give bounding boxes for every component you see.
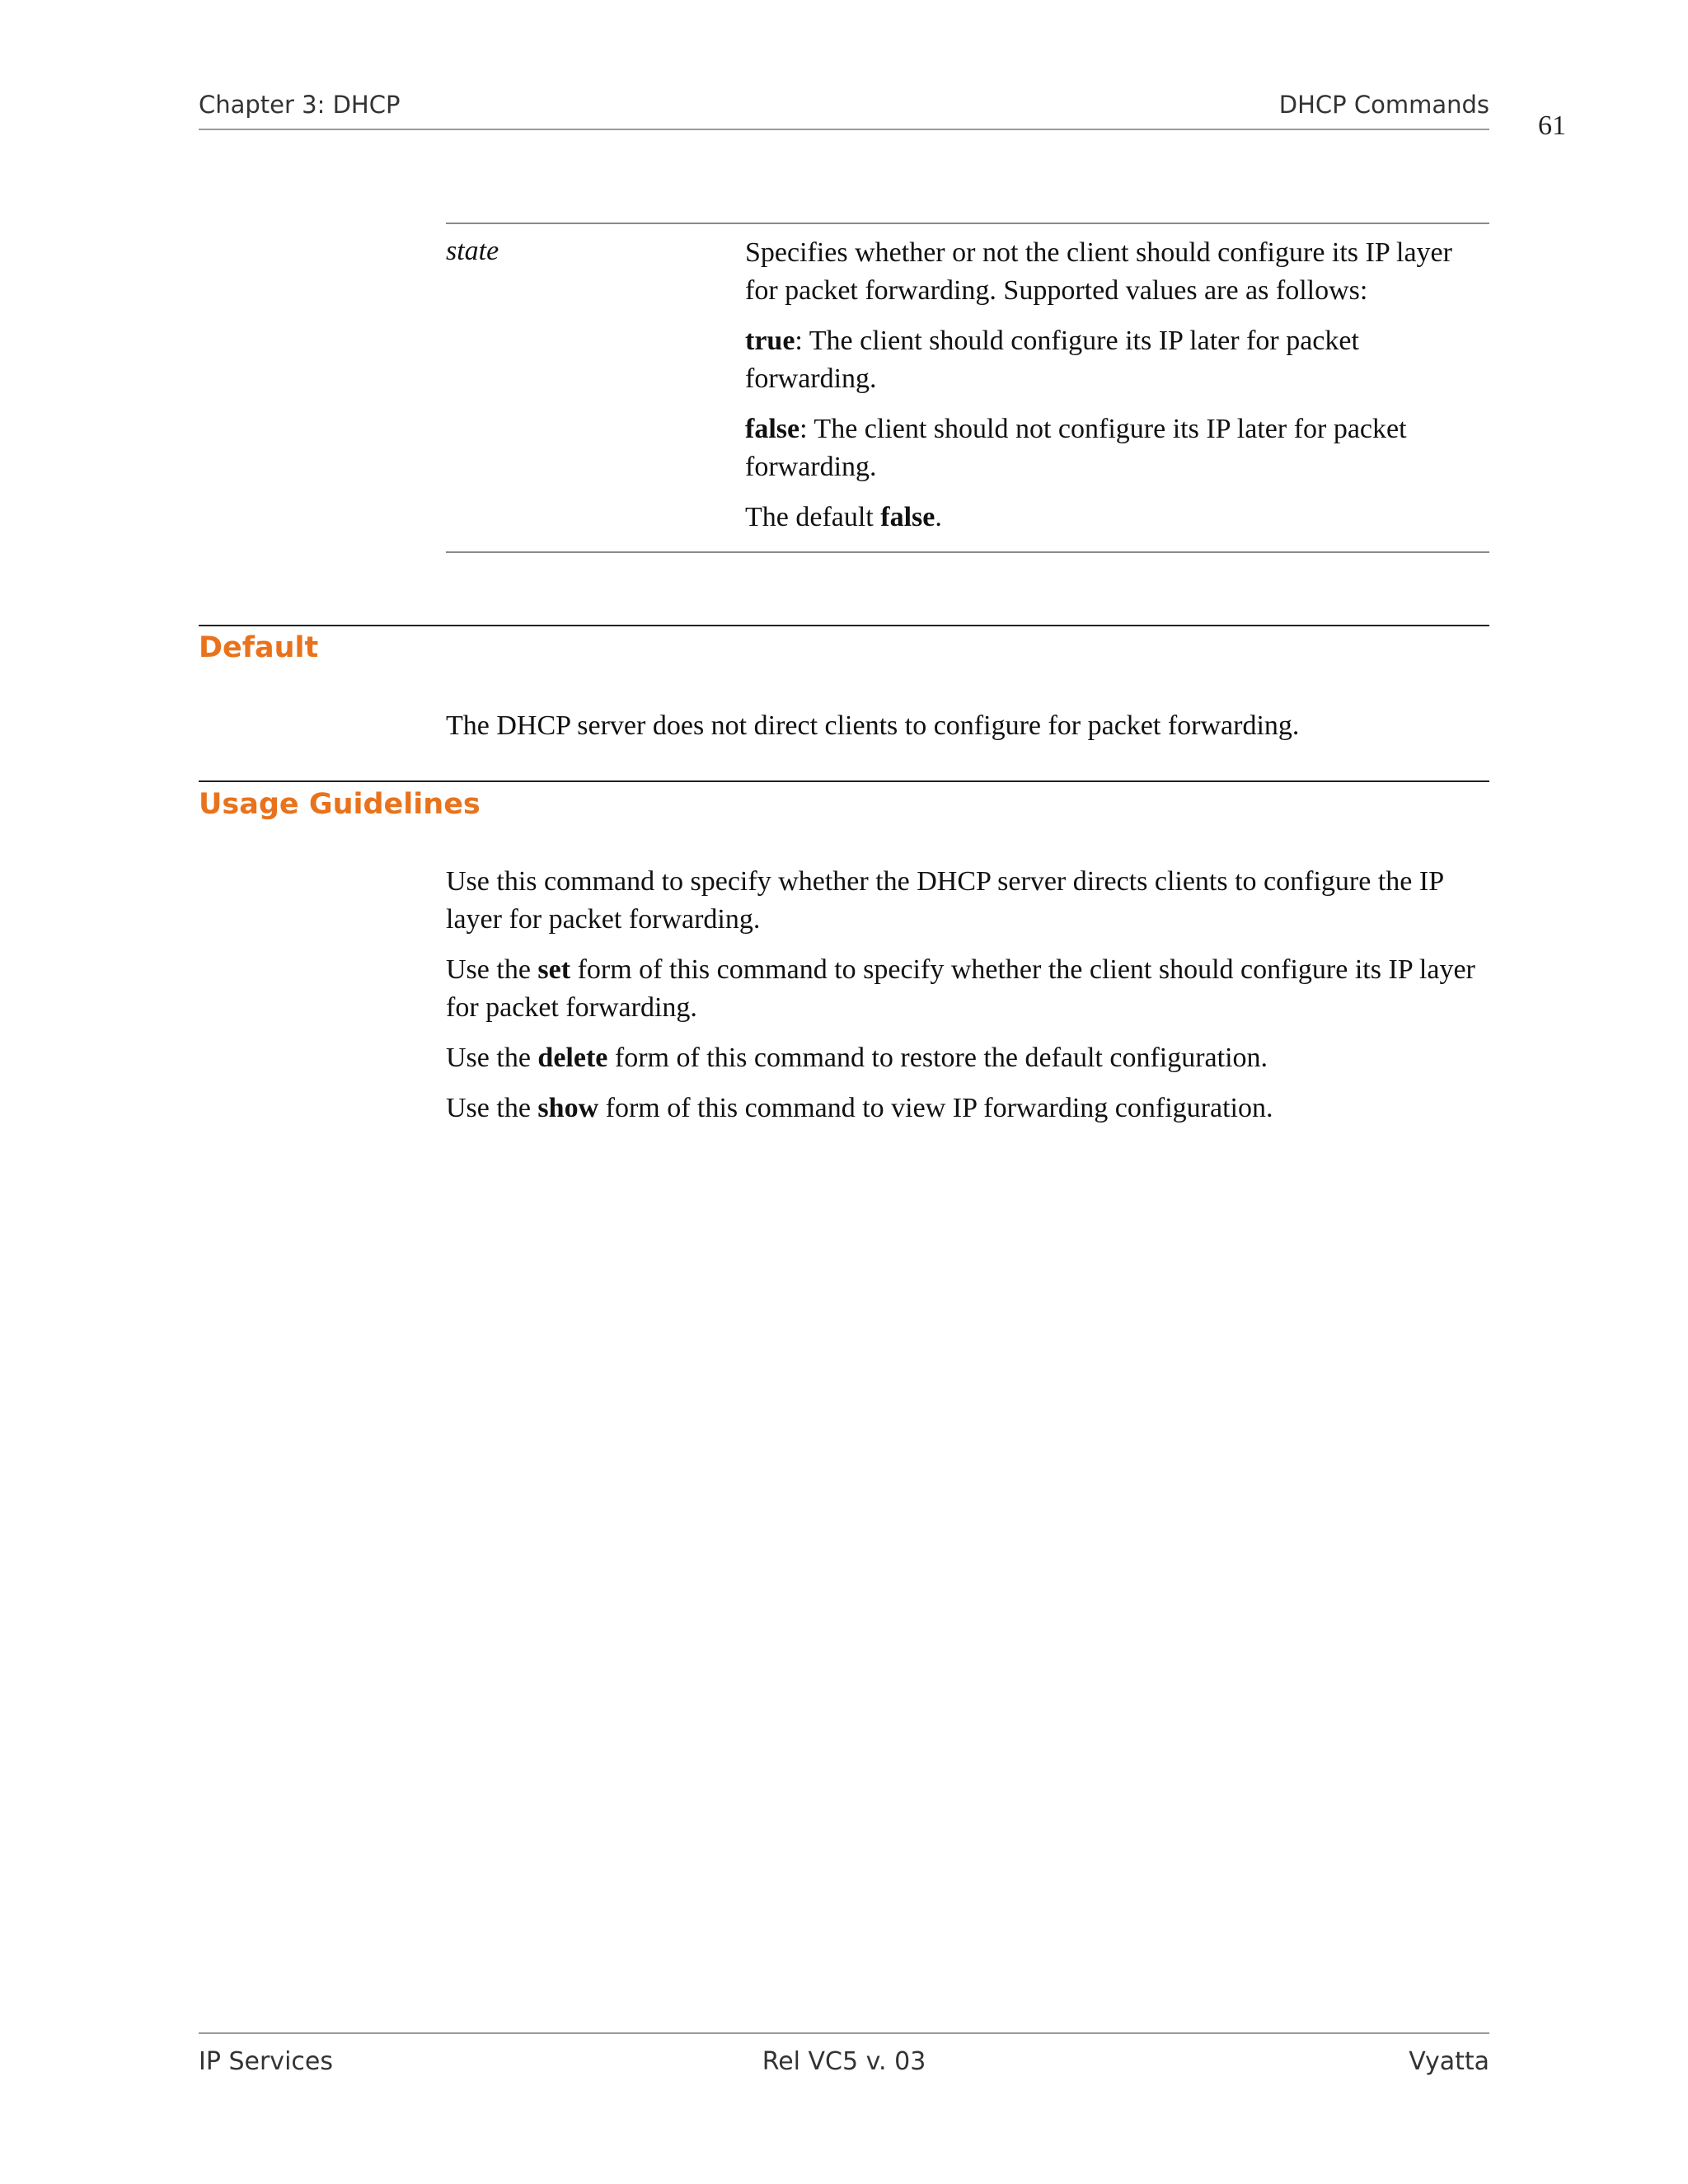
footer-product: IP Services xyxy=(199,2047,333,2076)
default-heading: Default xyxy=(199,631,319,664)
default-text: The DHCP server does not direct clients to configure for packet forwarding. xyxy=(446,710,1300,741)
parameter-summary: Specifies whether or not the client should configure its IP layer for packet forwarding. Supported values are as follows: xyxy=(745,237,1452,306)
value-text: : The client should not configure its IP later for packet forwarding. xyxy=(745,414,1407,482)
usage-paragraph: Use this command to specify whether the DHCP server directs clients to configure the IP layer for packet forwarding. xyxy=(446,866,1443,935)
default-value: false xyxy=(880,502,935,532)
text-fragment: form of this command to view IP forwarding configuration. xyxy=(598,1093,1273,1123)
usage-guidelines-heading: Usage Guidelines xyxy=(199,788,481,821)
default-value-line xyxy=(745,499,1470,537)
text-fragment: form of this command to specify whether the client should configure its IP layer for packet forwarding. xyxy=(446,954,1475,1023)
keyword-set: set xyxy=(537,954,571,985)
default-prefix: The default xyxy=(745,502,881,532)
keyword-show: show xyxy=(537,1093,599,1123)
keyword-delete: delete xyxy=(537,1043,608,1073)
footer-company: Vyatta xyxy=(1409,2047,1489,2076)
page-header xyxy=(199,91,1489,130)
value-term: true xyxy=(745,326,795,356)
value-false xyxy=(745,410,1470,486)
usage-paragraph-show xyxy=(446,1090,1489,1127)
usage-guidelines-body xyxy=(446,863,1489,1140)
usage-paragraph-set xyxy=(446,951,1489,1027)
page-number: 61 xyxy=(1538,110,1566,141)
usage-paragraph-delete xyxy=(446,1039,1489,1077)
section-divider xyxy=(199,780,1489,782)
parameter-table xyxy=(446,223,1489,553)
text-fragment: Use the xyxy=(446,1093,538,1123)
text-fragment: Use the xyxy=(446,954,538,985)
section-title: DHCP Commands xyxy=(1278,91,1489,119)
value-true xyxy=(745,322,1470,398)
text-fragment: Use the xyxy=(446,1043,538,1073)
default-suffix: . xyxy=(935,502,942,532)
parameter-description xyxy=(745,234,1470,537)
parameter-name: state xyxy=(446,236,499,266)
value-text: : The client should configure its IP later for packet forwarding. xyxy=(745,326,1359,394)
chapter-title: Chapter 3: DHCP xyxy=(199,91,401,119)
section-divider xyxy=(199,625,1489,626)
text-fragment: form of this command to restore the default configuration. xyxy=(607,1043,1268,1073)
footer-release: Rel VC5 v. 03 xyxy=(762,2047,926,2076)
default-section-body xyxy=(446,707,1489,757)
value-term: false xyxy=(745,414,800,444)
page-footer xyxy=(199,2032,1489,2083)
